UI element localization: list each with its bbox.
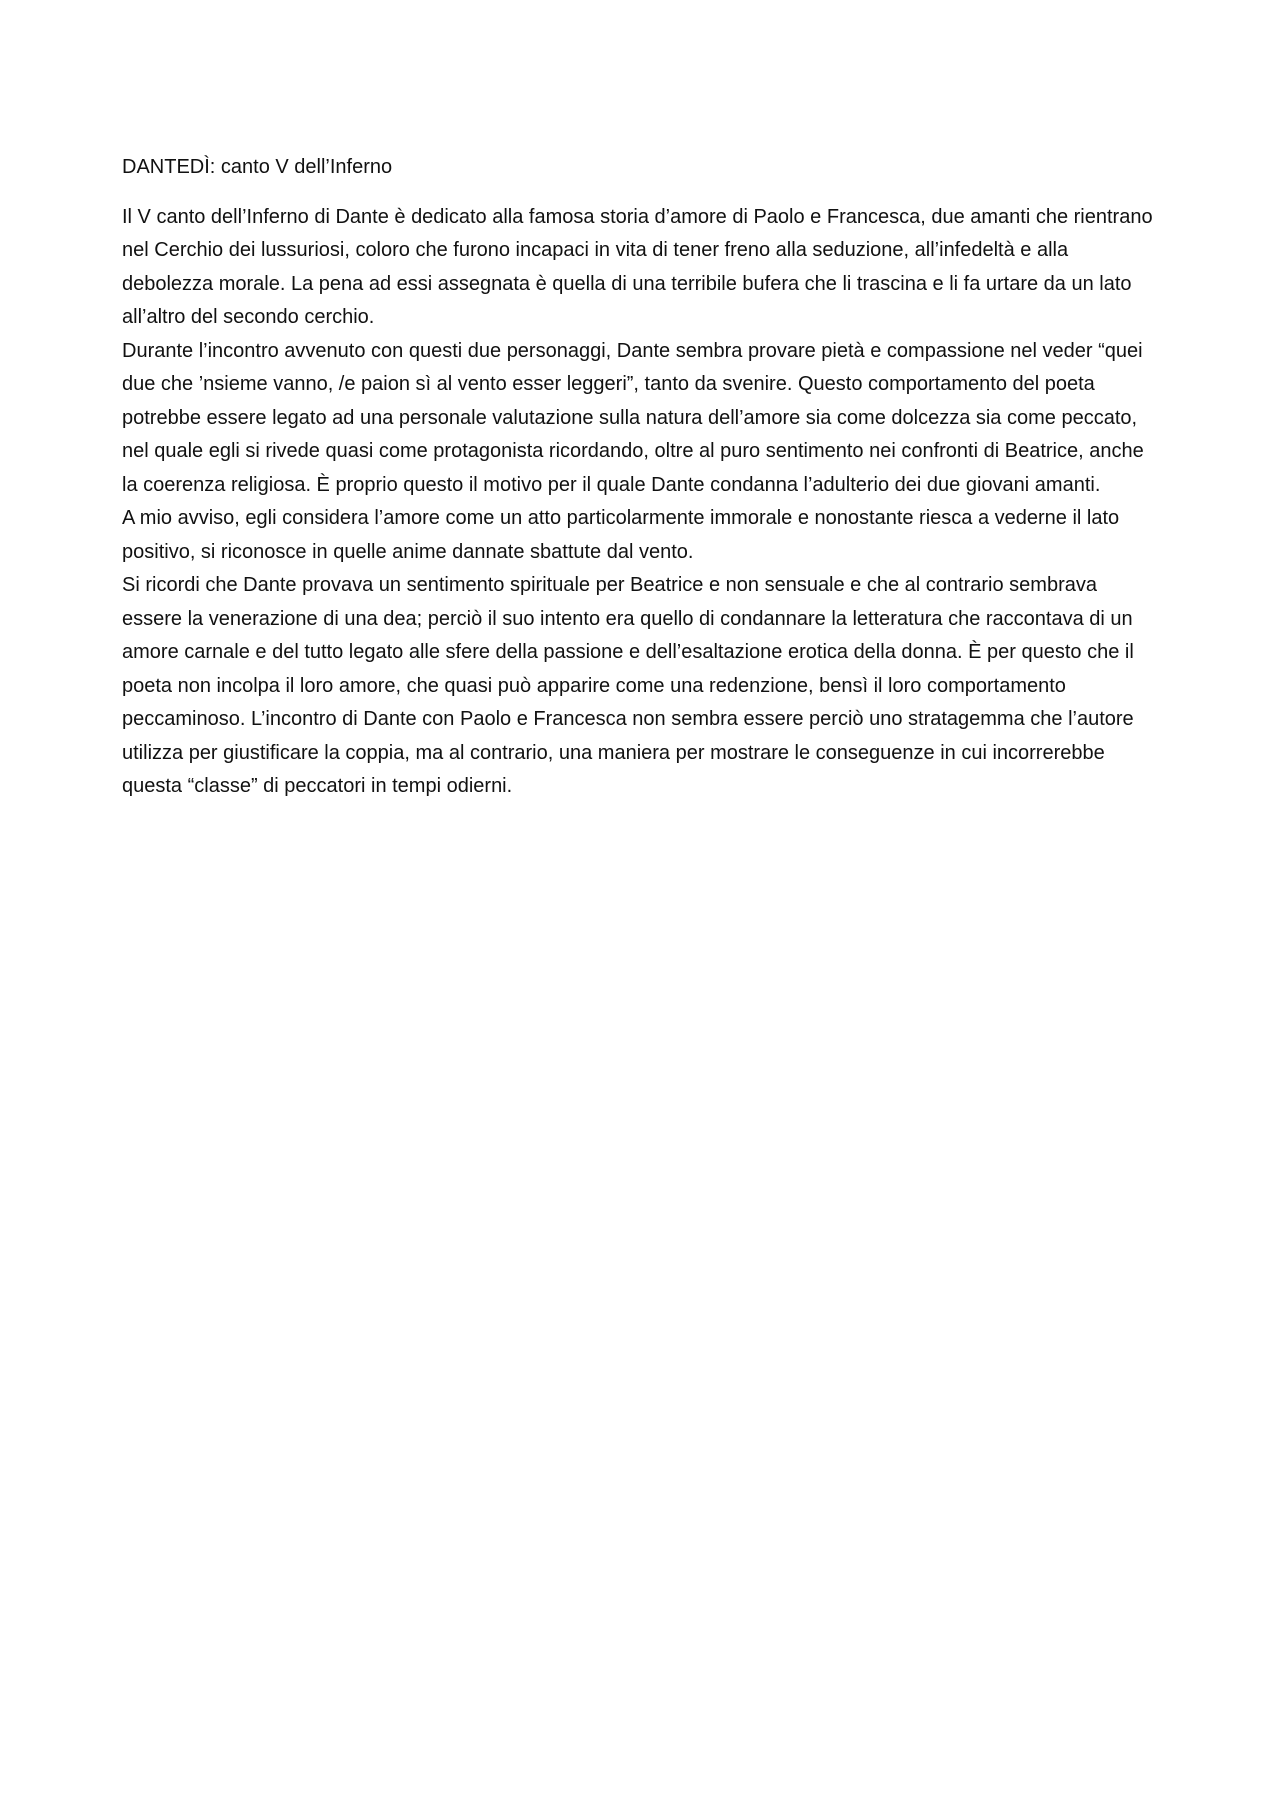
paragraph-2: Durante l’incontro avvenuto con questi due personaggi, Dante sembra provare pietà e compassione nel veder “quei due che ’nsieme vanno, /e paion sì al vento esser leggeri”, tanto da svenire. Questo comportamento del poeta potrebbe essere legato ad una personale valutazione sulla natura dell’amore sia come dolcezza sia come peccato, nel quale egli si rivede quasi come protagonista ricordando, oltre al puro sentimento nei confronti di Beatrice, anche la coerenza religiosa. È proprio questo il motivo per il quale Dante condanna l’adulterio dei due giovani amanti. [122,339,1144,496]
document-title: DANTEDÌ: canto V dell’Inferno [122,156,393,178]
paragraph-1: Il V canto dell’Inferno di Dante è dedicato alla famosa storia d’amore di Paolo e Francesca, due amanti che rientrano nel Cerchio dei lussuriosi, coloro che furono incapaci in vita di tener freno alla seduzione, all’infedeltà e alla debolezza morale. La pena ad essi assegnata è quella di una terribile bufera che li trascina e li fa urtare da un lato all’altro del secondo cerchio. [122,205,1153,328]
paragraph-4: Si ricordi che Dante provava un sentimento spirituale per Beatrice e non sensuale e che al contrario sembrava essere la venerazione di una dea; perciò il suo intento era quello di condannare la letteratura che raccontava di un amore carnale e del tutto legato alle sfere della passione e dell’esaltazione erotica della donna. È per questo che il poeta non incolpa il loro amore, che quasi può apparire come una redenzione, bensì il loro comportamento peccaminoso. L’incontro di Dante con Paolo e Francesca non sembra essere perciò uno stratagemma che l’autore utilizza per giustificare la coppia, ma al contrario, una maniera per mostrare le conseguenze in cui incorrerebbe questa “classe” di peccatori in tempi odierni. [122,574,1134,797]
paragraph-3: A mio avviso, egli considera l’amore come un atto particolarmente immorale e nonostante riesca a vederne il lato positivo, si riconosce in quelle anime dannate sbattute dal vento. [122,507,1120,563]
document-body [122,151,1162,804]
